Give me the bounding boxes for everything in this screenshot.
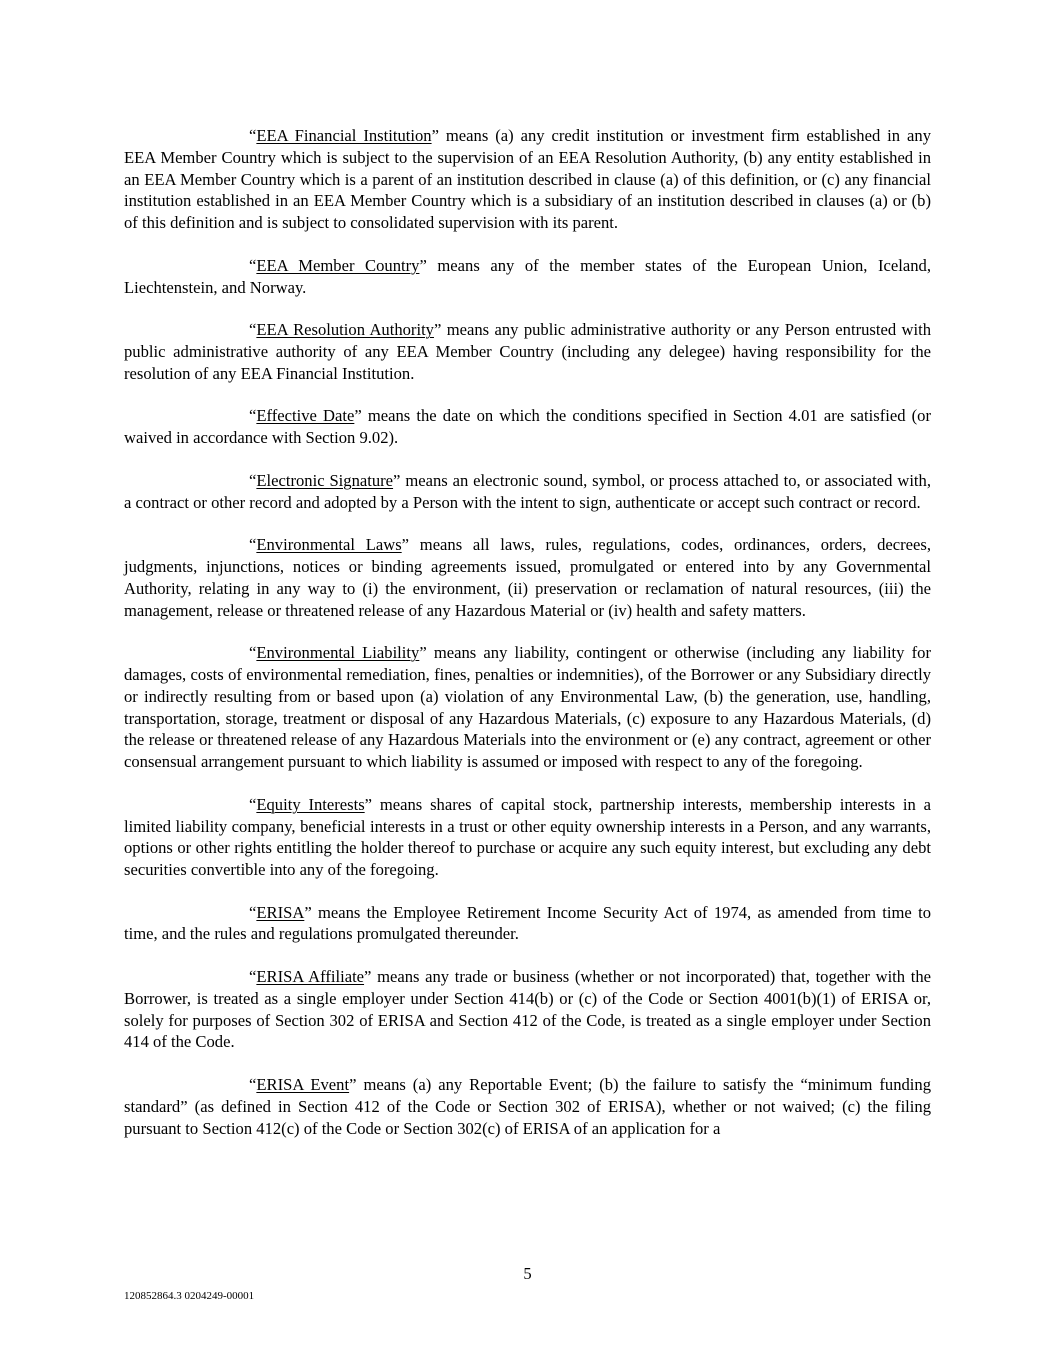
definition-text: means the Employee Retirement Income Security Act of 1974, as amended from time to time, and the rules and regulations promulgated thereunder. [124, 902, 931, 944]
defined-term: ERISA Event [256, 1075, 350, 1095]
definition-text: means (a) any credit institution or investment firm established in any EEA Member Country which is subject to the supervision of an EEA Resolution Authority, (b) any entity established in an EEA Member Country which is a parent of an institution described in clause (a) of this definition, or (c) any financial institution established in an EEA Member Country which is a subsidiary of an institution described in clauses (a) or (b) of this definition and is subject to consolidated supervision with its parent. [124, 126, 931, 233]
definition-text: means the date on which the conditions specified in Section 4.01 are satisfied (or waived in accordance with Section 9.02). [124, 406, 932, 448]
definition-text: means any public administrative authority or any Person entrusted with public administrative authority of any EEA Member Country (including any delegee) having responsibility for the resolution of any EEA Financial Institution. [124, 320, 932, 383]
definition-text: means any trade or business (whether or not incorporated) that, together with the Borrower, is treated as a single employer under Section 414(b) or (c) of the Code or Section 4001(b)(1) of ERISA or, solely for purposes of Section 302 of ERISA and Section 412 of the Code, is treated as a single employer under Section 414 of the Code. [124, 967, 932, 1052]
defined-term: Environmental Liability [256, 643, 420, 663]
definition-paragraph: “Electronic Signature” means an electronic sound, symbol, or process attached to, or associated with, a contract or other record and adopted by a Person with the intent to sign, authenticate or accept such contract or record. [124, 470, 931, 512]
definition-paragraph: “EEA Resolution Authority” means any public administrative authority or any Person entrusted with public administrative authority of any EEA Member Country (including any delegee) having responsibility for the resolution of any EEA Financial Institution. [124, 320, 932, 383]
document-body [124, 125, 931, 1160]
defined-term: EEA Financial Institution [256, 126, 432, 145]
defined-term: EEA Member Country [256, 255, 420, 275]
definition-paragraph: “EEA Member Country” means any of the member states of the European Union, Iceland, Liechtenstein, and Norway. [124, 255, 931, 297]
definition-paragraph: “EEA Financial Institution” means (a) any credit institution or investment firm established in any EEA Member Country which is subject to the supervision of an EEA Resolution Authority, (b) any entity established in an EEA Member Country which is a parent of an institution described in clause (a) of this definition, or (c) any financial institution established in an EEA Member Country which is a subsidiary of an institution described in clauses (a) or (b) of this definition and is subject to consolidated supervision with its parent. [124, 126, 931, 233]
definition-text: means any of the member states of the European Union, Iceland, Liechtenstein, and Norway. [124, 255, 931, 297]
definition-text: means shares of capital stock, partnership interests, membership interests in a limited liability company, beneficial interests in a trust or other equity ownership interests in a Person, and any warrants, options or other rights entitling the holder thereof to purchase or acquire any such equity interest, but excluding any debt securities convertible into any of the foregoing. [124, 794, 931, 880]
definition-text: means (a) any Reportable Event; (b) the failure to satisfy the “minimum funding standard” (as defined in Section 412 of the Code or Section 302 of ERISA), whether or not waived; (c) the filing pursuant to Section 412(c) of the Code or Section 302(c) of ERISA of an application for a [124, 1075, 931, 1138]
defined-term: Equity Interests [256, 794, 365, 814]
definition-text: means an electronic sound, symbol, or process attached to, or associated with, a contract or other record and adopted by a Person with the intent to sign, authenticate or accept such contract or record. [124, 470, 931, 512]
defined-term: Electronic Signature [256, 470, 394, 490]
defined-term: Environmental Laws [256, 535, 402, 555]
definition-paragraph: “Effective Date” means the date on which the conditions specified in Section 4.01 are satisfied (or waived in accordance with Section 9.02). [124, 406, 932, 448]
definition-paragraph: “Equity Interests” means shares of capital stock, partnership interests, membership interests in a limited liability company, beneficial interests in a trust or other equity ownership interests in a Person, and any warrants, options or other rights entitling the holder thereof to purchase or acquire any such equity interest, but excluding any debt securities convertible into any of the foregoing. [124, 794, 931, 880]
definition-paragraph: “Environmental Laws” means all laws, rules, regulations, codes, ordinances, orders, decrees, judgments, injunctions, notices or binding agreements issued, promulgated or entered into by any Governmental Authority, relating in any way to (i) the environment, (ii) preservation or reclamation of natural resources, (iii) the management, release or threatened release of any Hazardous Material or (iv) health and safety matters. [124, 535, 931, 620]
defined-term: ERISA [256, 902, 305, 922]
definition-paragraph: “ERISA Event” means (a) any Reportable Event; (b) the failure to satisfy the “minimum funding standard” (as defined in Section 412 of the Code or Section 302 of ERISA), whether or not waived; (c) the filing pursuant to Section 412(c) of the Code or Section 302(c) of ERISA of an application for a [124, 1075, 931, 1138]
definition-paragraph: “ERISA Affiliate” means any trade or business (whether or not incorporated) that, together with the Borrower, is treated as a single employer under Section 414(b) or (c) of the Code or Section 4001(b)(1) of ERISA or, solely for purposes of Section 302 of ERISA and Section 412 of the Code, is treated as a single employer under Section 414 of the Code. [124, 967, 932, 1052]
defined-term: EEA Resolution Authority [256, 320, 434, 340]
page-number: 5 [523, 1264, 532, 1283]
defined-term: ERISA Affiliate [256, 967, 365, 987]
definition-paragraph: “ERISA” means the Employee Retirement Income Security Act of 1974, as amended from time to time, and the rules and regulations promulgated thereunder. [124, 902, 931, 944]
definition-paragraph: “Environmental Liability” means any liability, contingent or otherwise (including any liability for damages, costs of environmental remediation, fines, penalties or indemnities), of the Borrower or any Subsidiary directly or indirectly resulting from or based upon (a) violation of any Environmental Law, (b) the generation, use, handling, transportation, storage, treatment or disposal of any Hazardous Materials, (c) exposure to any Hazardous Materials, (d) the release or threatened release of any Hazardous Materials into the environment or (e) any contract, agreement or other consensual arrangement pursuant to which liability is assumed or imposed with respect to any of the foregoing. [124, 643, 931, 772]
definition-text: means any liability, contingent or otherwise (including any liability for damages, costs of environmental remediation, fines, penalties or indemnities), of the Borrower or any Subsidiary directly or indirectly resulting from or based upon (a) violation of any Environmental Law, (b) the generation, use, handling, transportation, storage, treatment or disposal of any Hazardous Materials, (c) exposure to any Hazardous Materials, (d) the release or threatened release of any Hazardous Materials into the environment or (e) any contract, agreement or other consensual arrangement pursuant to which liability is assumed or imposed with respect to any of the foregoing. [124, 643, 931, 772]
document-id: 120852864.3 0204249-00001 [124, 1290, 255, 1302]
definition-text: means all laws, rules, regulations, codes, ordinances, orders, decrees, judgments, injunctions, notices or binding agreements issued, promulgated or entered into by any Governmental Authority, relating in any way to (i) the environment, (ii) preservation or reclamation of natural resources, (iii) the management, release or threatened release of any Hazardous Material or (iv) health and safety matters. [124, 535, 931, 620]
defined-term: Effective Date [256, 406, 355, 426]
